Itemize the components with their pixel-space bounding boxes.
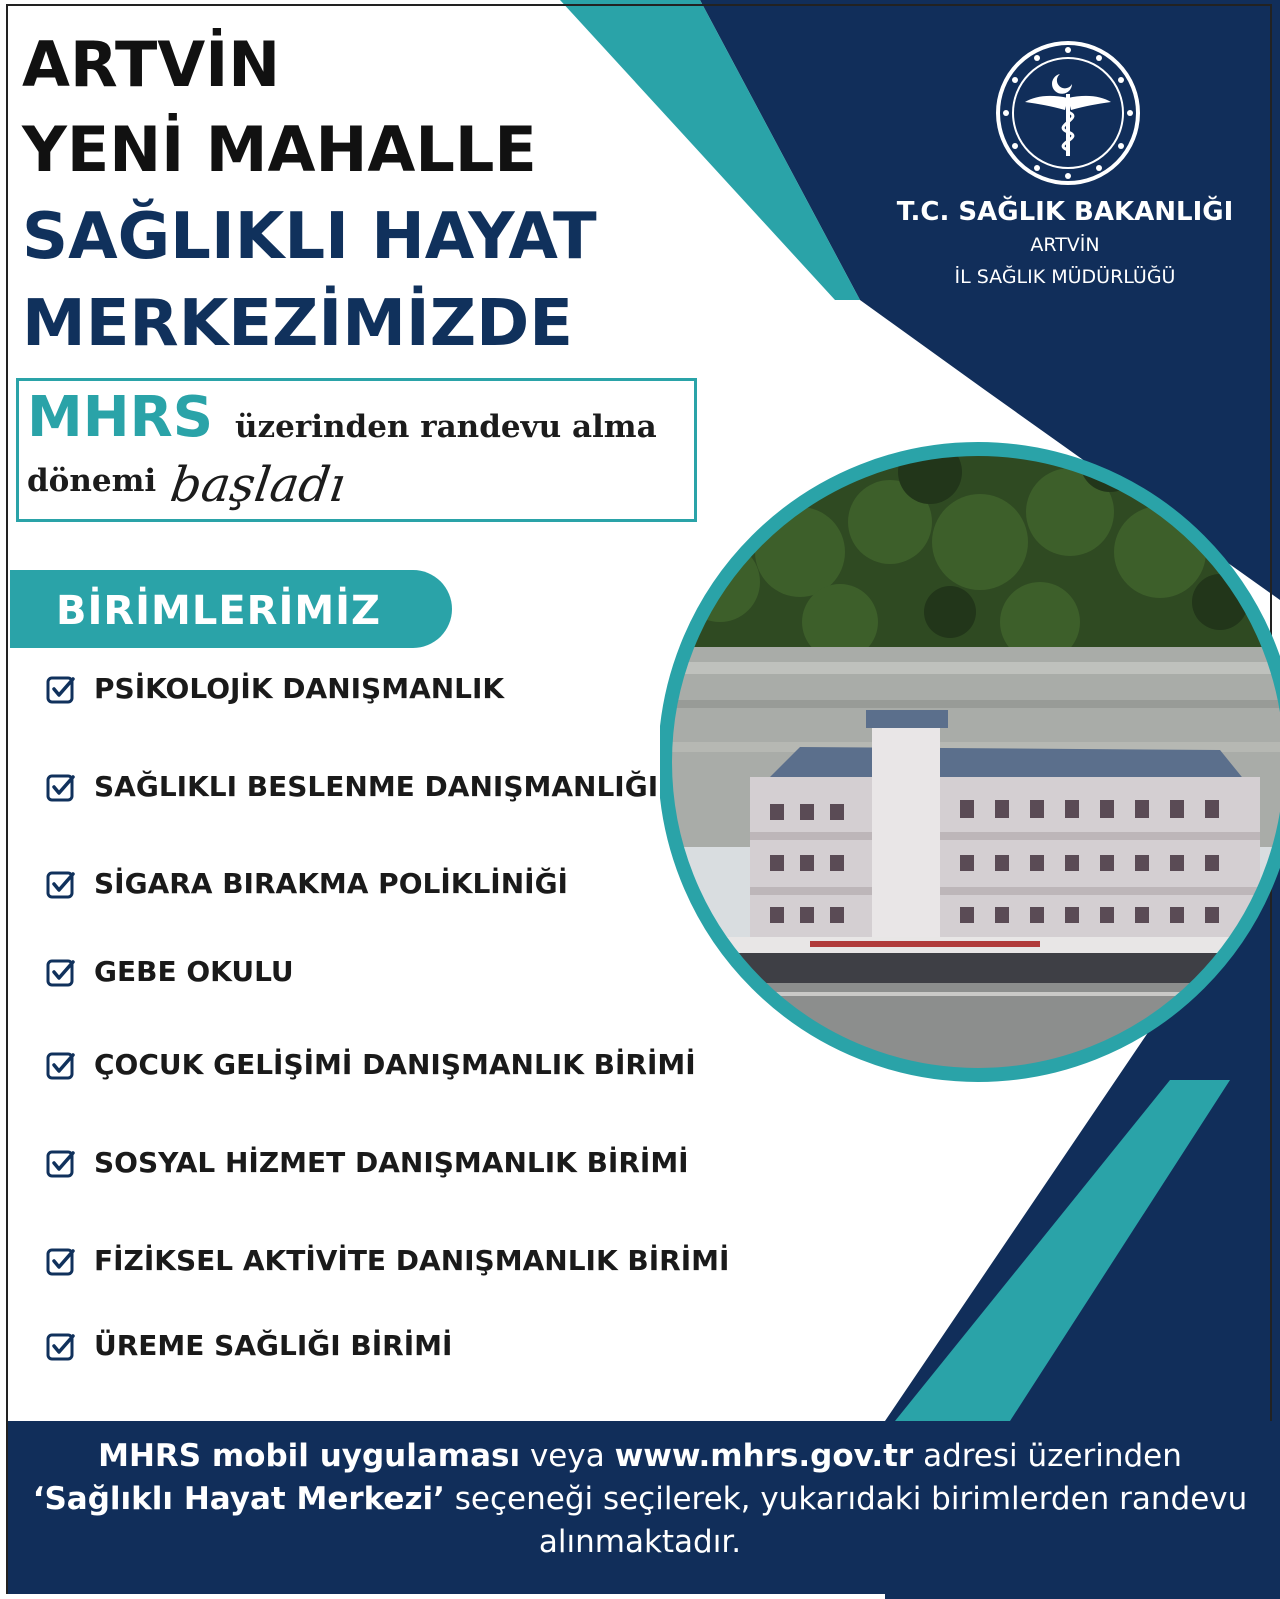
unit-item bbox=[46, 1048, 696, 1081]
unit-item bbox=[46, 672, 504, 705]
checkbox-icon bbox=[46, 869, 76, 899]
unit-item bbox=[46, 867, 568, 900]
unit-item bbox=[46, 1329, 452, 1362]
checkbox-icon bbox=[46, 1246, 76, 1276]
stair-tower bbox=[872, 722, 940, 952]
unit-item bbox=[46, 1244, 729, 1277]
ministry-city: ARTVİN bbox=[1030, 234, 1100, 256]
footer-line-2 bbox=[8, 1478, 1272, 1521]
unit-item bbox=[46, 955, 294, 988]
ministry-block bbox=[880, 195, 1250, 293]
footer-line-1 bbox=[8, 1435, 1272, 1478]
unit-label: PSİKOLOJİK DANIŞMANLIK bbox=[94, 672, 505, 705]
title-line-1: ARTVİN bbox=[22, 28, 281, 101]
footer-text-via: adresi üzerinden bbox=[913, 1438, 1182, 1474]
checkbox-icon bbox=[46, 1148, 76, 1178]
units-heading: BİRİMLERİMİZ bbox=[56, 588, 382, 634]
checkbox-icon bbox=[46, 772, 76, 802]
footer-text-or: veya bbox=[520, 1438, 615, 1474]
unit-label: GEBE OKULU bbox=[94, 955, 294, 988]
unit-label: ÜREME SAĞLIĞI BİRİMİ bbox=[94, 1329, 453, 1362]
mhrs-subtitle-line-2: dönemi bbox=[27, 463, 157, 499]
mhrs-script-word: başladı bbox=[167, 457, 349, 513]
title-line-2: YENİ MAHALLE bbox=[22, 113, 537, 186]
unit-label: SOSYAL HİZMET DANIŞMANLIK BİRİMİ bbox=[94, 1146, 689, 1179]
footer-text-selected: seçeneği seçilerek, yukarıdaki birimlerden randevu bbox=[444, 1481, 1248, 1517]
unit-item bbox=[46, 770, 658, 803]
footer-banner bbox=[8, 1421, 1272, 1594]
checkbox-icon bbox=[46, 1050, 76, 1080]
ministry-emblem-icon bbox=[995, 40, 1141, 186]
mhrs-subtitle-line-1: üzerinden randevu alma bbox=[235, 409, 657, 445]
unit-label: SİGARA BIRAKMA POLİKLİNİĞİ bbox=[94, 867, 568, 900]
units-heading-pill bbox=[10, 570, 452, 648]
footer-line-3: alınmaktadır. bbox=[538, 1524, 742, 1560]
footer-app-name: MHRS mobil uygulaması bbox=[98, 1438, 521, 1474]
unit-label: ÇOCUK GELİŞİMİ DANIŞMANLIK BİRİMİ bbox=[94, 1048, 696, 1081]
unit-label: FİZİKSEL AKTİVİTE DANIŞMANLIK BİRİMİ bbox=[94, 1244, 730, 1277]
title-line-4: MERKEZİMİZDE bbox=[22, 287, 573, 361]
mhrs-announcement-box bbox=[16, 378, 697, 522]
footer-website: www.mhrs.gov.tr bbox=[614, 1438, 914, 1474]
title-line-3: SAĞLIKLI HAYAT bbox=[22, 200, 597, 274]
ministry-name: T.C. SAĞLIK BAKANLIĞI bbox=[896, 197, 1234, 227]
checkbox-icon bbox=[46, 957, 76, 987]
checkbox-icon bbox=[46, 1331, 76, 1361]
checkbox-icon bbox=[46, 674, 76, 704]
unit-label: SAĞLIKLI BESLENME DANIŞMANLIĞI bbox=[94, 770, 659, 803]
mhrs-label: MHRS bbox=[27, 385, 214, 450]
footer-option: ‘Sağlıklı Hayat Merkezi’ bbox=[32, 1481, 445, 1517]
health-center-photo bbox=[660, 432, 1280, 1092]
ministry-directorate: İL SAĞLIK MÜDÜRLÜĞÜ bbox=[954, 266, 1176, 288]
unit-item bbox=[46, 1146, 689, 1179]
